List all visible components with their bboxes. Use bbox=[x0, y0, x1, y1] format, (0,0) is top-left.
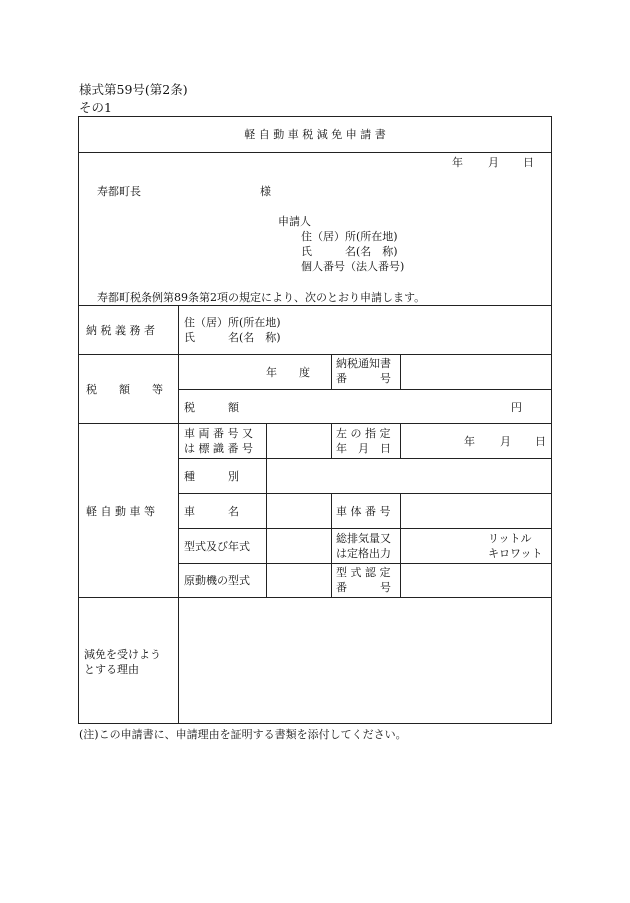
vehicle-label: 軽 自 動 車 等 bbox=[86, 505, 155, 518]
type-cert-label-2: 番 号 bbox=[336, 581, 391, 594]
engine-model-label: 原動機の型式 bbox=[184, 574, 250, 587]
designated-year-label: 年 bbox=[464, 435, 475, 448]
applicant-heading: 申請人 bbox=[278, 215, 311, 228]
designated-day-label: 日 bbox=[535, 435, 546, 448]
tax-amount-field-label: 税 額 bbox=[184, 401, 239, 414]
displacement-label-2: は定格出力 bbox=[336, 547, 391, 560]
reason-label-2: とする理由 bbox=[84, 663, 139, 676]
displacement-label-1: 総排気量又 bbox=[336, 532, 391, 545]
body-number-label: 車 体 番 号 bbox=[336, 505, 391, 518]
tax-notice-label-2: 番 号 bbox=[336, 372, 391, 385]
form-sub-number: その1 bbox=[79, 100, 112, 115]
kilowatt-unit: キロワット bbox=[488, 547, 543, 560]
footnote: (注)この申請書に、申請理由を証明する書類を添付してください。 bbox=[79, 728, 407, 741]
addressee: 寿都町長 bbox=[97, 185, 141, 198]
applicant-address-label: 住（居）所(所在地) bbox=[301, 230, 398, 243]
date-year-label: 年 bbox=[452, 156, 463, 169]
taxpayer-label: 納 税 義 務 者 bbox=[86, 324, 155, 337]
date-month-label: 月 bbox=[488, 156, 499, 169]
reason-label-1: 減免を受けよう bbox=[84, 648, 161, 661]
addressee-honorific: 様 bbox=[260, 185, 271, 198]
yen-unit: 円 bbox=[511, 401, 522, 414]
fiscal-year-label: 年 度 bbox=[266, 366, 310, 379]
application-statement: 寿都町税条例第89条第2項の規定により、次のとおり申請します。 bbox=[97, 291, 426, 304]
designated-date-label-2: 年 月 日 bbox=[336, 442, 391, 455]
tax-amount-label: 税 額 等 bbox=[86, 383, 163, 396]
vehicle-name-label: 車 名 bbox=[184, 505, 239, 518]
liter-unit: リットル bbox=[488, 532, 532, 545]
model-year-label: 型式及び年式 bbox=[184, 540, 250, 553]
applicant-name-label: 氏 名(名 称) bbox=[301, 245, 398, 258]
taxpayer-address-label: 住（居）所(所在地) bbox=[184, 316, 281, 329]
designated-month-label: 月 bbox=[500, 435, 511, 448]
tax-notice-label-1: 納税通知書 bbox=[336, 357, 391, 370]
applicant-number-label: 個人番号（法人番号) bbox=[301, 260, 405, 273]
date-day-label: 日 bbox=[523, 156, 534, 169]
form-title: 軽 自 動 車 税 減 免 申 請 書 bbox=[244, 128, 386, 141]
form-number: 様式第59号(第2条) bbox=[79, 82, 188, 97]
plate-number-label-2: は 標 識 番 号 bbox=[184, 442, 253, 455]
vehicle-kind-label: 種 別 bbox=[184, 470, 239, 483]
designated-date-label-1: 左 の 指 定 bbox=[336, 427, 391, 440]
taxpayer-name-label: 氏 名(名 称) bbox=[184, 331, 281, 344]
plate-number-label-1: 車 両 番 号 又 bbox=[184, 427, 253, 440]
type-cert-label-1: 型 式 認 定 bbox=[336, 566, 391, 579]
